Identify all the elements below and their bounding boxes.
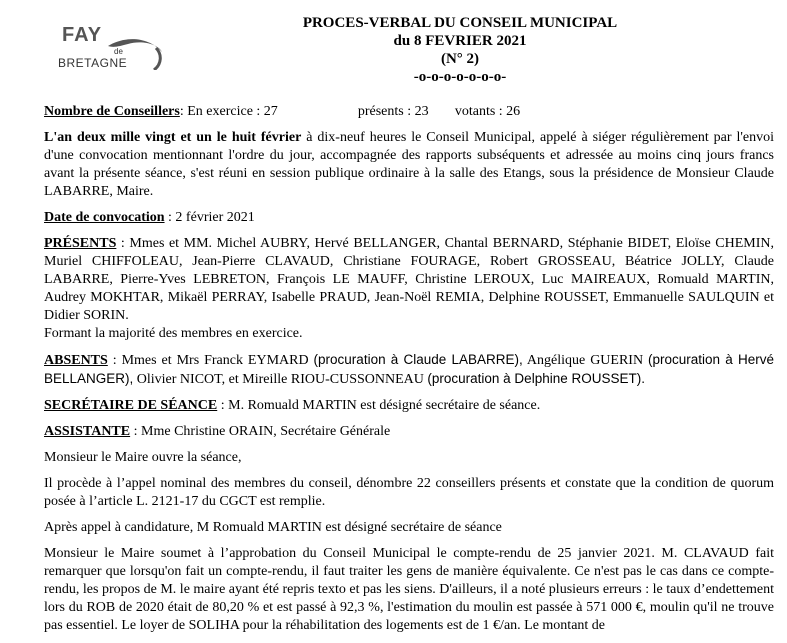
conseillers-label: Nombre de Conseillers bbox=[44, 104, 180, 119]
title-number: (N° 2) bbox=[440, 51, 480, 67]
title-line-1: PROCES-VERBAL DU CONSEIL MUNICIPAL bbox=[302, 15, 618, 31]
absents-paragraph bbox=[44, 351, 774, 389]
convocation-line bbox=[44, 209, 774, 227]
title-date: du 8 FEVRIER 2021 bbox=[393, 33, 527, 49]
document-title bbox=[230, 14, 690, 86]
absents-label: ABSENTS bbox=[44, 353, 108, 368]
conseillers-line bbox=[44, 103, 774, 121]
intro-bold: L'an deux mille vingt et un le huit février bbox=[44, 130, 302, 145]
secretaire-label: SECRÉTAIRE DE SÉANCE bbox=[44, 398, 218, 413]
secretaire-value: : M. Romuald MARTIN est désigné secrétaire de séance. bbox=[217, 398, 541, 413]
presents-label: PRÉSENTS bbox=[44, 236, 117, 251]
conseillers-votants: votants : 26 bbox=[454, 104, 521, 119]
candidature-paragraph: Après appel à candidature, M Romuald MARTIN est désigné secrétaire de séance bbox=[44, 520, 502, 535]
intro-paragraph bbox=[44, 129, 774, 201]
appel-paragraph: Il procède à l’appel nominal des membres du conseil, dénombre 22 conseillers présents et constate que la condition de quorum posée à l’article L. 2121-17 du CGCT est remplie. bbox=[44, 476, 774, 509]
absents-procuration-3: (procuration à Delphine ROUSSET). bbox=[427, 371, 645, 386]
presents-list: : Mmes et MM. Michel AUBRY, Hervé BELLANGER, Chantal BERNARD, Stéphanie BIDET, Eloïse CHEMIN, Muriel CHIFFOLEAU, Jean-Pierre CLAVAUD, Christiane FOURAGE, Robert GROSSEAU, Béatrice JOLLY, Claude LABARRE, Pierre-Yves LEBRETON, François LE MAUFF, Christine LEROUX, Luc MAIREAUX, Romuald MARTIN, Audrey MOKHTAR, Mikaël PERRAY, Isabelle PRAUD, Jean-Noël REMIA, Delphine ROUSSET, Emmanuelle SAULQUIN et Didier SORIN. bbox=[44, 236, 774, 323]
presents-paragraph bbox=[44, 235, 774, 343]
absents-procuration-1: (procuration à Claude LABARRE), bbox=[313, 352, 523, 367]
conseillers-presents: présents : 23 bbox=[357, 104, 429, 119]
assistante-line bbox=[44, 423, 774, 441]
logo-text-bretagne: BRETAGNE bbox=[58, 56, 128, 70]
conseillers-exercice: : En exercice : 27 bbox=[179, 104, 278, 119]
presents-majorite: Formant la majorité des membres en exercice. bbox=[44, 326, 303, 341]
convocation-value: : 2 février 2021 bbox=[164, 210, 255, 225]
assistante-value: : Mme Christine ORAIN, Secrétaire Générale bbox=[130, 424, 391, 439]
ouverture-paragraph: Monsieur le Maire ouvre la séance, bbox=[44, 450, 242, 465]
logo-text-fay: FAY bbox=[62, 24, 103, 46]
convocation-label: Date de convocation bbox=[44, 210, 165, 225]
absents-procuration-2: (procuration à Hervé BELLANGER), bbox=[44, 352, 774, 386]
logo-text-de: de bbox=[114, 47, 123, 56]
assistante-label: ASSISTANTE bbox=[44, 424, 131, 439]
absents-part-3: Olivier NICOT, et Mireille RIOU-CUSSONNEAU bbox=[133, 372, 428, 387]
document-body bbox=[44, 103, 774, 643]
approbation-paragraph: Monsieur le Maire soumet à l’approbation du Conseil Municipal le compte-rendu de 25 janvier 2021. M. CLAVAUD fait remarquer que lorsqu'on fait un compte-rendu, il faut traiter les gens de manière équivalente. Ce n'est pas le cas dans ce compte-rendu, les propos de M. le maire ayant été repris texto et pas les siens. D'ailleurs, il a noté plusieurs erreurs : le taux d’endettement lors du ROB de 2020 était de 80,20 % et est passé à 92,3 %, l'estimation du moulin est passée à 571 000 €, moulin qu'il ne trouve pas essentiel. Le loyer de SOLIHA pour la réhabilitation des logements est de 1 €/an. Le montant de bbox=[44, 546, 774, 633]
title-separator: -o-o-o-o-o-o-o- bbox=[413, 69, 507, 85]
fay-de-bretagne-logo bbox=[58, 24, 168, 80]
absents-part-1: : Mmes et Mrs Franck EYMARD bbox=[107, 353, 314, 368]
secretaire-line bbox=[44, 397, 774, 415]
intro-text: à dix-neuf heures le Conseil Municipal, appelé à siéger régulièrement par l'envoi d'une convocation mentionnant l'ordre du jour, accompagnée des rapports subséquents et adressée au moins cinq jours francs avant la présente séance, s'est réuni en session publique ordinaire à la salle des Etangs, sous la présidence de Monsieur Claude LABARRE, Maire. bbox=[44, 130, 774, 199]
absents-part-2: Angélique GUERIN bbox=[522, 353, 649, 368]
